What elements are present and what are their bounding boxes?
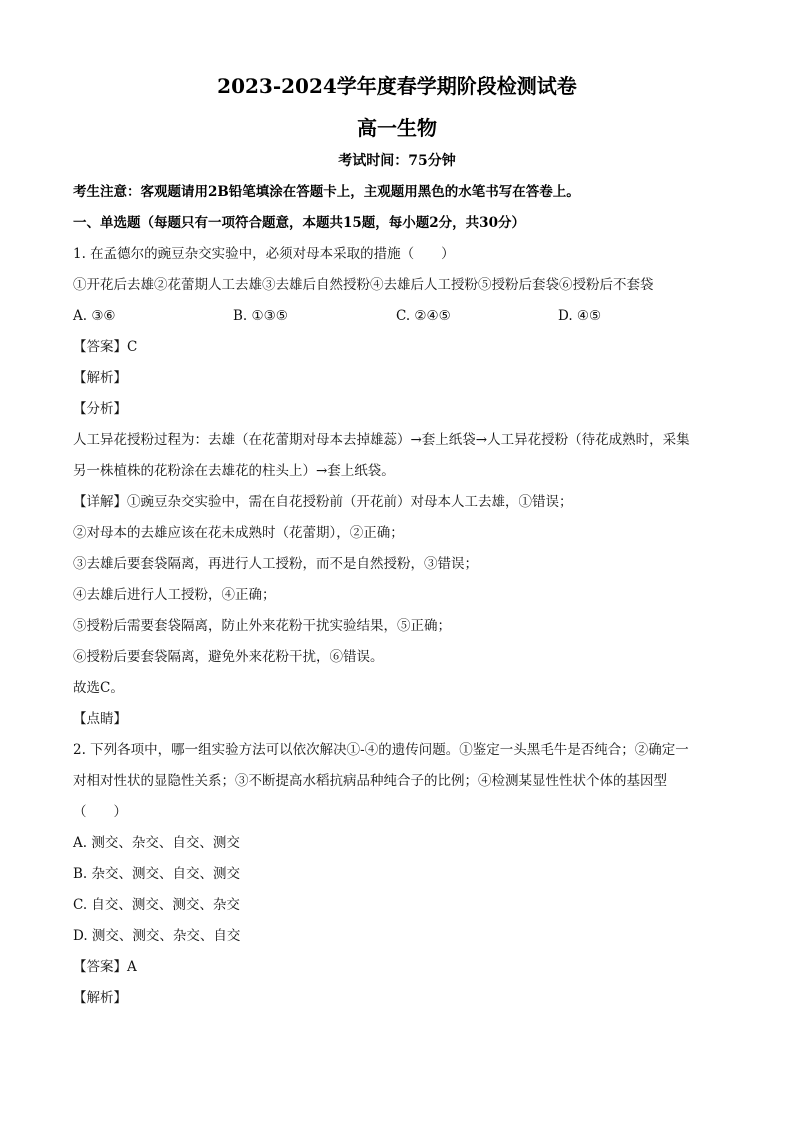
q2-stem-2: 对相对性状的显隐性关系；③不断提高水稻抗病品种纯合子的比例；④检测某显性性状个体的基因型 <box>73 773 667 789</box>
q1-option-a: A. ③⑥ <box>73 308 116 324</box>
q1-detail-5: ⑤授粉后需要套袋隔离，防止外来花粉干扰实验结果，⑤正确； <box>73 618 451 634</box>
q2-stem-3: （ ） <box>73 804 127 820</box>
q1-detail-6: ⑥授粉后要套袋隔离，避免外来花粉干扰，⑥错误。 <box>73 649 384 665</box>
q1-conclusion: 故选C。 <box>73 680 124 696</box>
q1-detail-2: ②对母本的去雄应该在花未成熟时（花蕾期），②正确； <box>73 525 404 541</box>
q1-detail-row <box>73 492 573 512</box>
q1-analysis-label: 【解析】 <box>73 370 127 386</box>
q2-option-a: A. 测交、杂交、自交、测交 <box>73 835 240 851</box>
q1-answer: 【答案】C <box>73 339 138 355</box>
q2-answer: 【答案】A <box>73 959 137 975</box>
q1-detail-label: 【详解】 <box>73 494 127 510</box>
q1-option-c: C. ②④⑤ <box>396 308 451 324</box>
q1-option-b: B. ①③⑤ <box>233 308 288 324</box>
q1-option-d: D. ④⑤ <box>558 308 602 324</box>
q2-option-c: C. 自交、测交、测交、杂交 <box>73 897 240 913</box>
q1-detail-3: ③去雄后要套袋隔离，再进行人工授粉，而不是自然授粉，③错误； <box>73 556 478 572</box>
q1-fenxi-text-2: 另一株植株的花粉涂在去雄花的柱头上）→套上纸袋。 <box>73 463 395 479</box>
notice: 考生注意：客观题请用2B铅笔填涂在答题卡上，主观题用黑色的水笔书写在答卷上。 <box>73 184 580 200</box>
q1-detail-4: ④去雄后进行人工授粉，④正确； <box>73 587 276 603</box>
q1-detail-1: ①豌豆杂交实验中，需在自花授粉前（开花前）对母本人工去雄，①错误； <box>127 494 573 510</box>
q2-stem-1: 2. 下列各项中，哪一组实验方法可以依次解决①-④的遗传问题。①鉴定一头黑毛牛是否纯合；②确定一 <box>73 742 689 758</box>
subject-title: 高一生物 <box>357 116 437 140</box>
q1-stem: 1. 在孟德尔的豌豆杂交实验中，必须对母本采取的措施（ ） <box>73 246 455 262</box>
exam-title: 2023-2024学年度春学期阶段检测试卷 <box>217 74 577 98</box>
exam-time: 考试时间：75分钟 <box>338 153 456 169</box>
q1-choices: ①开花后去雄②花蕾期人工去雄③去雄后自然授粉④去雄后人工授粉⑤授粉后套袋⑥授粉后不套袋 <box>73 277 654 293</box>
section-title: 一、单选题（每题只有一项符合题意，本题共15题，每小题2分，共30分） <box>73 215 525 231</box>
q1-fenxi-label: 【分析】 <box>73 401 127 417</box>
q2-option-d: D. 测交、测交、杂交、自交 <box>73 928 241 944</box>
q2-analysis-label: 【解析】 <box>73 990 127 1006</box>
q1-fenxi-text-1: 人工异花授粉过程为：去雄（在花蕾期对母本去掉雄蕊）→套上纸袋→人工异花授粉（待花成熟时，采集 <box>73 432 690 448</box>
q2-option-b: B. 杂交、测交、自交、测交 <box>73 866 241 882</box>
q1-dianjing-label: 【点睛】 <box>73 711 127 727</box>
